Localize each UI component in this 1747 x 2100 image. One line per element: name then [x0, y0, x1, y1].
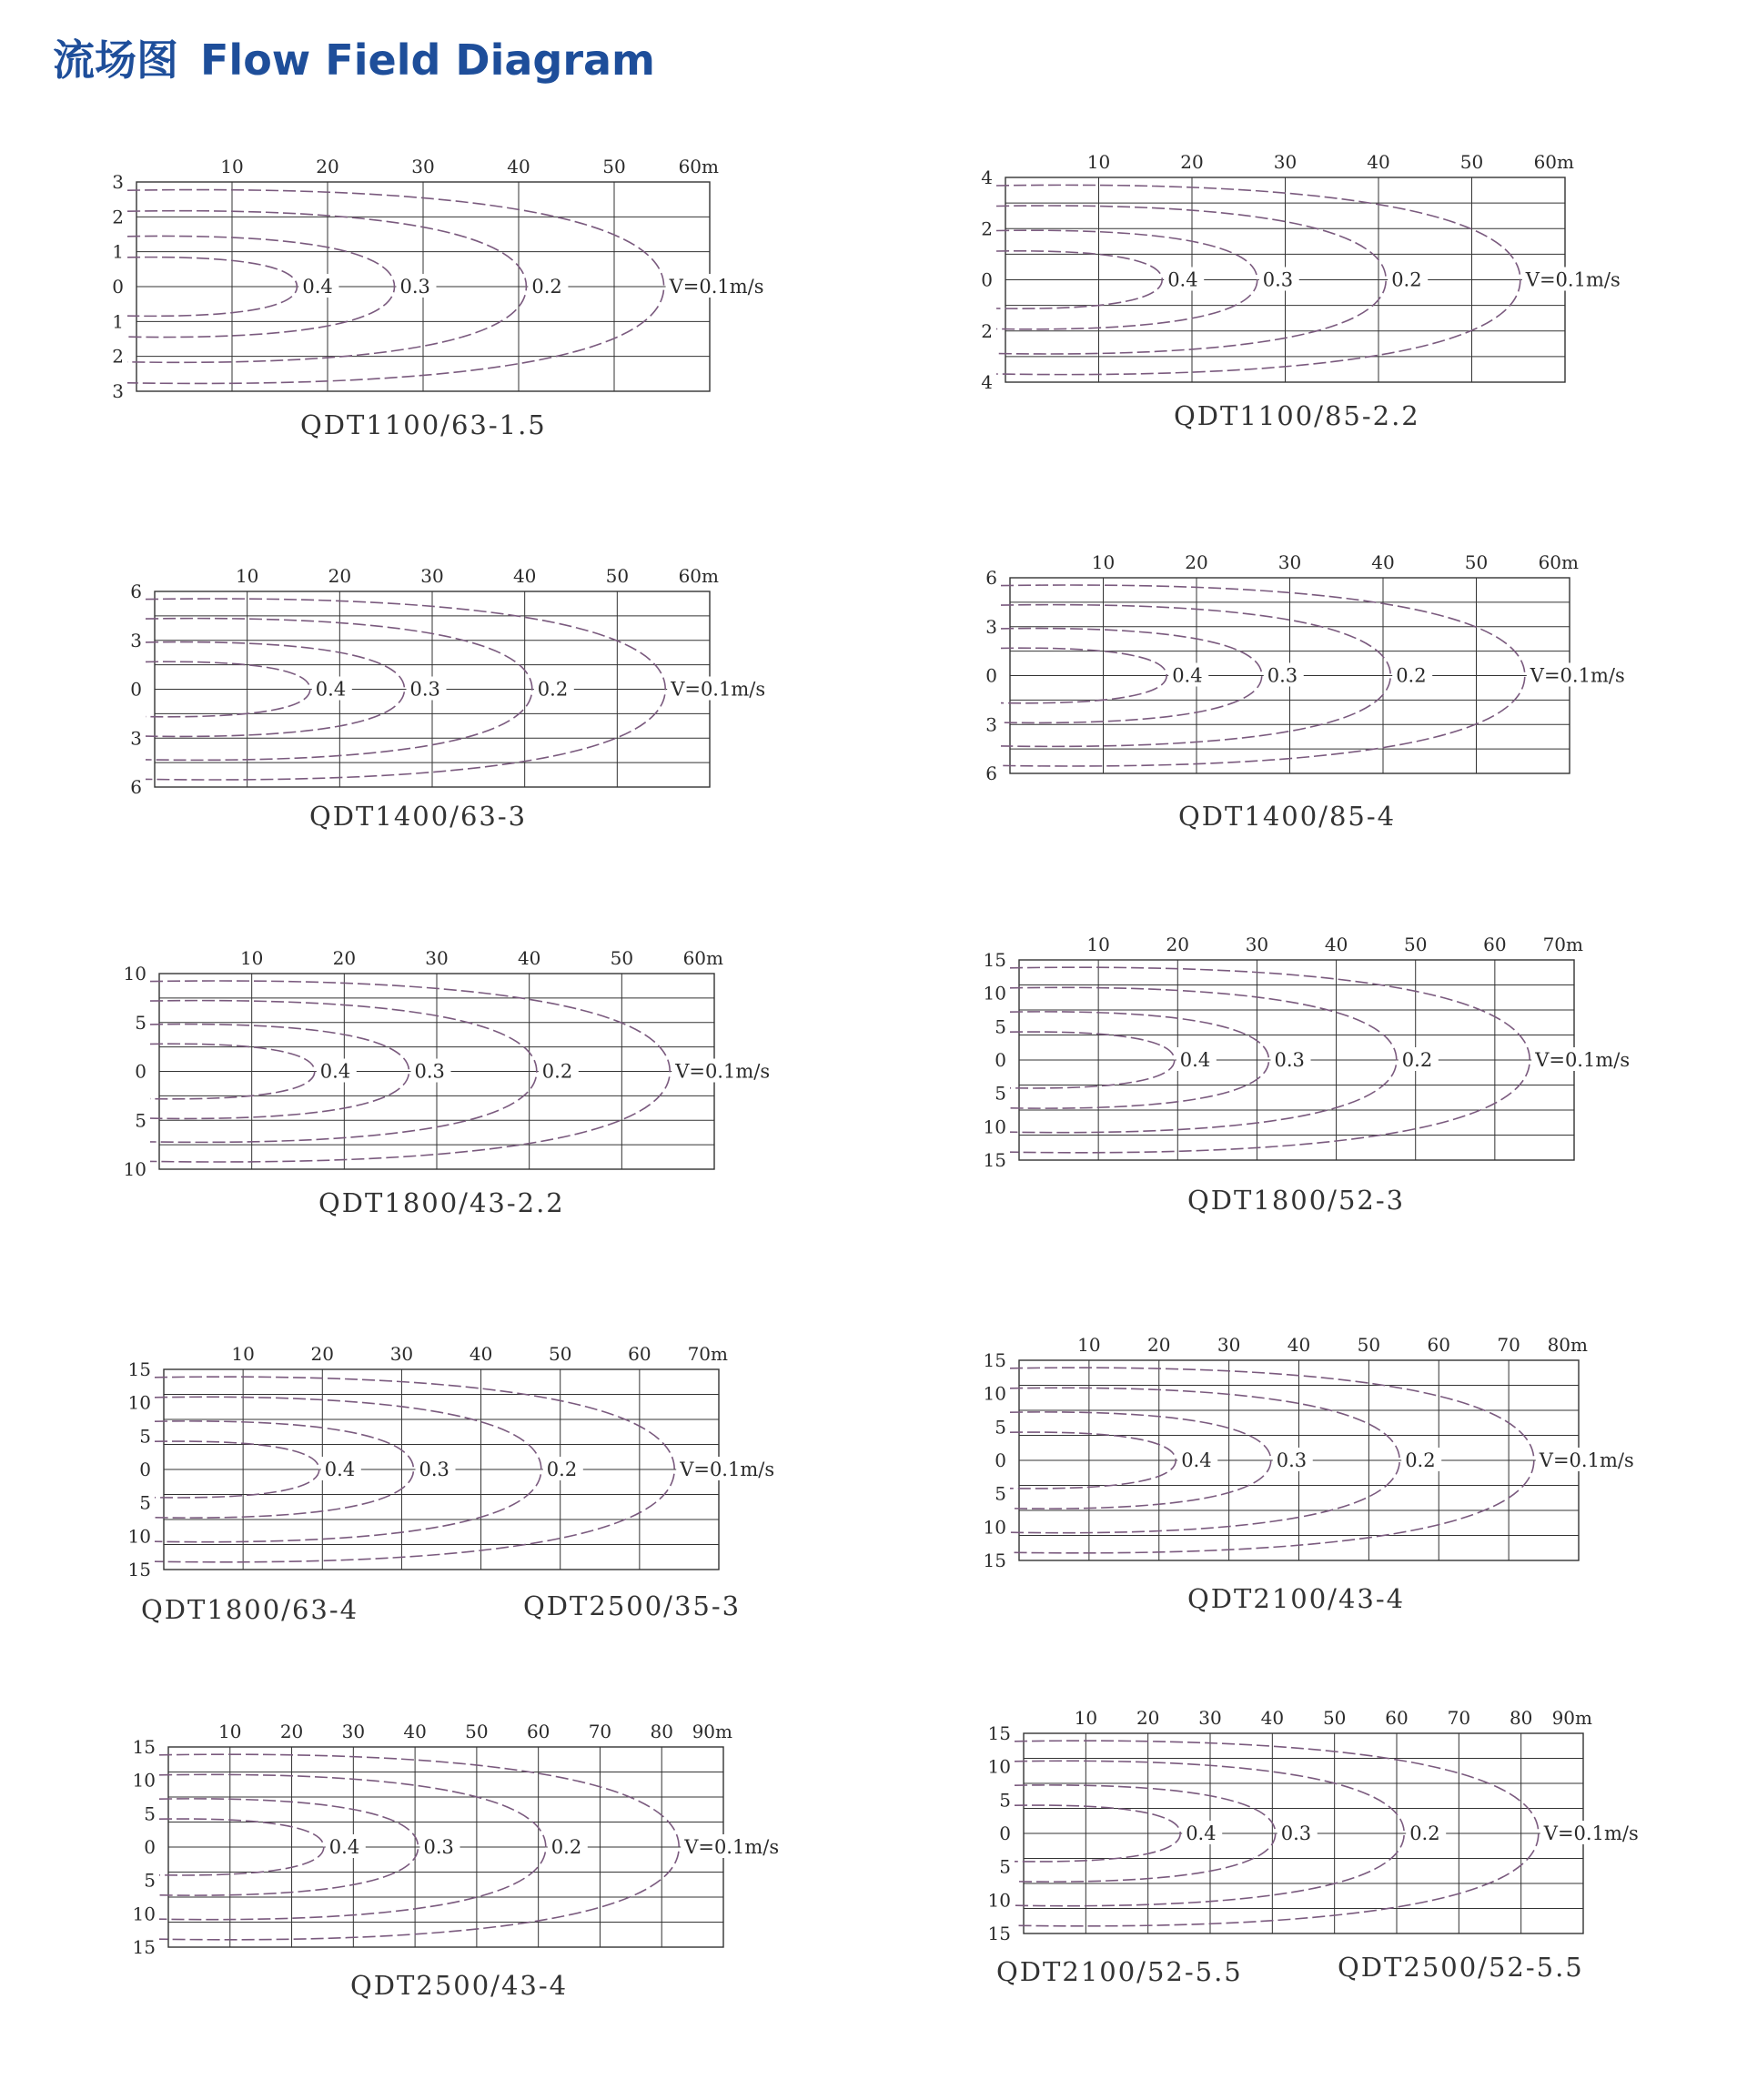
x-tick-label: 50 [1464, 551, 1489, 573]
x-tick-label: 60m [682, 947, 723, 969]
x-tick-label: 50 [1322, 1707, 1347, 1729]
contour-label: V=0.1m/s [1539, 1449, 1634, 1471]
y-tick-label: 3 [985, 713, 997, 736]
y-tick-label: 5 [135, 1011, 146, 1034]
x-tick-label: 40 [1287, 1334, 1311, 1356]
x-tick-label: 30 [425, 947, 449, 969]
x-tick-label: 50 [602, 156, 626, 177]
x-tick-label: 10 [220, 156, 244, 177]
y-tick-label: 10 [983, 1116, 1006, 1138]
x-tick-label: 50 [605, 565, 630, 587]
y-tick-label: 6 [130, 581, 142, 602]
y-tick-label: 5 [139, 1425, 151, 1448]
diagram-caption: QDT2500/43-4 [350, 1970, 569, 2001]
y-tick-label: 15 [983, 1349, 1006, 1371]
flow-field-diagram [951, 141, 1665, 391]
y-tick-label: 5 [135, 1109, 146, 1132]
x-tick-label: 40 [1260, 1707, 1285, 1729]
y-tick-label: 3 [112, 171, 124, 193]
contour-label: 0.3 [414, 1060, 445, 1083]
y-tick-label: 15 [127, 1358, 151, 1380]
y-tick-label: 0 [130, 678, 142, 701]
y-tick-label: 10 [132, 1769, 156, 1792]
y-tick-label: 10 [123, 963, 146, 984]
x-tick-label: 40 [469, 1343, 493, 1365]
contour-label: V=0.1m/s [669, 276, 764, 298]
diagram-caption: QDT1800/63-4 [141, 1594, 359, 1625]
y-tick-label: 2 [112, 345, 124, 368]
contour-label: V=0.1m/s [671, 678, 766, 701]
x-tick-label: 80 [650, 1721, 673, 1742]
contour-label: 0.3 [1276, 1449, 1308, 1471]
y-tick-label: 0 [112, 276, 124, 298]
flow-field-plot [951, 141, 1665, 391]
y-tick-label: 10 [127, 1525, 151, 1548]
x-tick-label: 70 [1497, 1334, 1520, 1356]
contour-label: V=0.1m/s [1535, 1049, 1631, 1071]
y-tick-label: 0 [135, 1060, 146, 1083]
y-tick-label: 4 [981, 371, 993, 393]
x-tick-label: 30 [411, 156, 435, 177]
y-tick-label: 1 [112, 310, 124, 333]
x-tick-label: 10 [231, 1343, 255, 1365]
y-tick-label: 15 [987, 1923, 1011, 1944]
contour-label: 0.2 [1405, 1449, 1436, 1471]
contour-label: 0.4 [315, 678, 347, 701]
flow-field-diagram [969, 1697, 1683, 1943]
y-tick-label: 15 [132, 1936, 156, 1958]
contour-label: 0.4 [1179, 1049, 1211, 1071]
y-tick-label: 4 [981, 167, 993, 188]
y-tick-label: 2 [981, 217, 993, 240]
contour-label: 0.3 [399, 276, 430, 298]
y-tick-label: 6 [985, 567, 997, 589]
contour-label: V=0.1m/s [684, 1836, 780, 1858]
y-tick-label: 10 [983, 1382, 1006, 1405]
x-tick-label: 20 [1166, 934, 1190, 955]
x-tick-label: 30 [389, 1343, 414, 1365]
y-tick-label: 0 [985, 664, 997, 687]
x-tick-label: 70 [588, 1721, 612, 1742]
y-tick-label: 2 [981, 319, 993, 342]
flow-field-diagram [114, 1711, 823, 1956]
x-tick-label: 60 [1427, 1334, 1450, 1356]
y-tick-label: 10 [123, 1158, 146, 1180]
contour-label: 0.2 [550, 1836, 582, 1858]
x-tick-label: 40 [517, 947, 541, 969]
x-tick-label: 50 [610, 947, 634, 969]
x-tick-label: 80 [1509, 1707, 1533, 1729]
x-tick-label: 40 [403, 1721, 427, 1742]
y-tick-label: 3 [985, 615, 997, 638]
y-tick-label: 10 [983, 982, 1006, 1005]
x-tick-label: 30 [341, 1721, 366, 1742]
x-tick-label: 90m [692, 1721, 732, 1742]
contour-label: 0.2 [1409, 1822, 1440, 1844]
x-tick-label: 50 [465, 1721, 489, 1742]
x-tick-label: 30 [1198, 1707, 1222, 1729]
contour-label: 0.2 [1396, 664, 1427, 687]
y-tick-label: 5 [999, 1855, 1011, 1878]
y-tick-label: 5 [144, 1869, 156, 1892]
flow-field-plot [114, 1711, 823, 1956]
diagram-caption: QDT1400/63-3 [309, 801, 528, 832]
x-tick-label: 20 [1180, 151, 1204, 173]
page-title [53, 27, 655, 87]
x-tick-label: 70 [1447, 1707, 1471, 1729]
flow-field-plot [964, 924, 1674, 1169]
y-tick-label: 10 [132, 1903, 156, 1925]
flow-field-plot [969, 1697, 1683, 1943]
x-tick-label: 20 [279, 1721, 304, 1742]
y-tick-label: 10 [987, 1755, 1011, 1778]
x-tick-label: 30 [1277, 551, 1302, 573]
x-tick-label: 30 [1273, 151, 1298, 173]
x-tick-label: 40 [507, 156, 530, 177]
y-tick-label: 0 [144, 1836, 156, 1858]
y-tick-label: 5 [144, 1802, 156, 1825]
y-tick-label: 15 [987, 1722, 1011, 1744]
x-tick-label: 90m [1551, 1707, 1592, 1729]
diagram-caption: QDT2500/52-5.5 [1338, 1952, 1584, 1983]
diagram-caption: QDT1800/52-3 [1187, 1185, 1406, 1216]
y-tick-label: 3 [130, 629, 142, 651]
y-tick-label: 15 [983, 1550, 1006, 1571]
x-tick-label: 60 [526, 1721, 550, 1742]
contour-label: 0.4 [1186, 1822, 1217, 1844]
x-tick-label: 10 [1074, 1707, 1098, 1729]
x-tick-label: 10 [235, 565, 259, 587]
x-tick-label: 60m [678, 156, 719, 177]
flow-field-diagram [964, 1324, 1679, 1570]
contour-label: V=0.1m/s [680, 1459, 775, 1480]
x-tick-label: 10 [1077, 1334, 1101, 1356]
x-tick-label: 40 [1324, 934, 1348, 955]
contour-label: V=0.1m/s [675, 1060, 771, 1083]
y-tick-label: 1 [112, 240, 124, 263]
contour-label: 0.3 [1280, 1822, 1312, 1844]
x-tick-label: 20 [1185, 551, 1208, 573]
x-tick-label: 10 [239, 947, 264, 969]
y-tick-label: 5 [999, 1789, 1011, 1812]
contour-label: 0.3 [419, 1459, 449, 1480]
contour-label: 0.4 [324, 1459, 356, 1480]
contour-label: 0.2 [541, 1060, 573, 1083]
contour-label: 0.2 [531, 276, 562, 298]
y-tick-label: 15 [132, 1736, 156, 1758]
contour-label: 0.4 [328, 1836, 360, 1858]
diagram-caption: QDT1800/43-2.2 [318, 1187, 565, 1218]
x-tick-label: 50 [1357, 1334, 1381, 1356]
y-tick-label: 10 [127, 1391, 151, 1414]
y-tick-label: 5 [995, 1482, 1006, 1505]
y-tick-label: 0 [999, 1822, 1011, 1844]
x-tick-label: 20 [310, 1343, 335, 1365]
x-tick-label: 20 [328, 565, 352, 587]
flow-field-plot [964, 1324, 1679, 1570]
diagram-caption: QDT2100/43-4 [1187, 1583, 1406, 1614]
contour-label: 0.3 [1274, 1049, 1305, 1071]
y-tick-label: 5 [139, 1491, 151, 1514]
y-tick-label: 3 [130, 727, 142, 750]
x-tick-label: 40 [512, 565, 537, 587]
x-tick-label: 10 [1091, 551, 1116, 573]
x-tick-label: 80m [1547, 1334, 1588, 1356]
contour-label: V=0.1m/s [1530, 664, 1625, 687]
y-tick-label: 0 [995, 1449, 1006, 1471]
contour-label: 0.4 [1181, 1449, 1212, 1471]
x-tick-label: 70m [1542, 934, 1583, 955]
flow-field-plot [100, 555, 810, 796]
flow-field-diagram [100, 555, 810, 796]
contour-label: 0.2 [1391, 268, 1422, 291]
diagram-caption: QDT2500/35-3 [523, 1590, 742, 1621]
x-tick-label: 30 [1217, 1334, 1241, 1356]
x-tick-label: 60m [1538, 551, 1579, 573]
x-tick-label: 20 [1136, 1707, 1160, 1729]
x-tick-label: 40 [1371, 551, 1395, 573]
x-tick-label: 50 [1459, 151, 1484, 173]
flow-field-plot [105, 937, 814, 1178]
x-tick-label: 60 [1385, 1707, 1409, 1729]
contour-label: 0.2 [546, 1459, 578, 1480]
x-tick-label: 60 [628, 1343, 651, 1365]
y-tick-label: 10 [987, 1889, 1011, 1912]
y-tick-label: 0 [139, 1459, 151, 1480]
diagram-caption: QDT1100/85-2.2 [1174, 400, 1420, 431]
x-tick-label: 10 [1086, 151, 1111, 173]
x-tick-label: 30 [420, 565, 444, 587]
page-title-en: Flow Field Diagram [200, 35, 655, 85]
x-tick-label: 60 [1483, 934, 1507, 955]
page-title-cn: 流场图 [53, 35, 178, 85]
y-tick-label: 5 [995, 1416, 1006, 1439]
y-tick-label: 10 [983, 1516, 1006, 1539]
diagram-caption: QDT1100/63-1.5 [300, 409, 547, 440]
flow-field-diagram [964, 924, 1674, 1169]
flow-field-diagram [82, 146, 810, 400]
y-tick-label: 6 [130, 776, 142, 798]
flow-field-diagram [105, 937, 814, 1178]
x-tick-label: 50 [1403, 934, 1428, 955]
x-tick-label: 20 [332, 947, 357, 969]
y-tick-label: 0 [995, 1049, 1006, 1071]
x-tick-label: 20 [316, 156, 339, 177]
y-tick-label: 6 [985, 762, 997, 784]
x-tick-label: 10 [218, 1721, 242, 1742]
contour-label: V=0.1m/s [1525, 268, 1621, 291]
y-tick-label: 2 [112, 206, 124, 228]
y-tick-label: 5 [995, 1015, 1006, 1038]
flow-field-plot [109, 1333, 819, 1579]
contour-label: 0.4 [302, 276, 333, 298]
x-tick-label: 60m [678, 565, 719, 587]
diagram-caption: QDT1400/85-4 [1178, 801, 1397, 832]
flow-field-diagram [109, 1333, 819, 1579]
x-tick-label: 40 [1367, 151, 1390, 173]
contour-label: 0.2 [537, 678, 569, 701]
y-tick-label: 15 [983, 949, 1006, 971]
contour-label: 0.3 [1267, 664, 1298, 687]
contour-label: 0.4 [319, 1060, 351, 1083]
contour-label: 0.4 [1172, 664, 1203, 687]
contour-label: 0.3 [409, 678, 440, 701]
diagram-caption: QDT2100/52-5.5 [996, 1956, 1243, 1987]
x-tick-label: 70m [687, 1343, 728, 1365]
flow-field-plot [82, 146, 810, 400]
y-tick-label: 3 [112, 380, 124, 402]
x-tick-label: 30 [1245, 934, 1269, 955]
contour-label: 0.3 [1262, 268, 1294, 291]
flow-field-diagram [955, 541, 1670, 782]
y-tick-label: 5 [995, 1082, 1006, 1105]
contour-label: 0.2 [1401, 1049, 1433, 1071]
flow-field-plot [955, 541, 1670, 782]
y-tick-label: 0 [981, 268, 993, 291]
x-tick-label: 20 [1147, 1334, 1171, 1356]
contour-label: 0.3 [423, 1836, 454, 1858]
x-tick-label: 10 [1086, 934, 1110, 955]
x-tick-label: 60m [1533, 151, 1574, 173]
contour-label: V=0.1m/s [1543, 1822, 1639, 1844]
contour-label: 0.4 [1167, 268, 1198, 291]
y-tick-label: 15 [127, 1559, 151, 1580]
y-tick-label: 15 [983, 1149, 1006, 1171]
x-tick-label: 50 [548, 1343, 572, 1365]
